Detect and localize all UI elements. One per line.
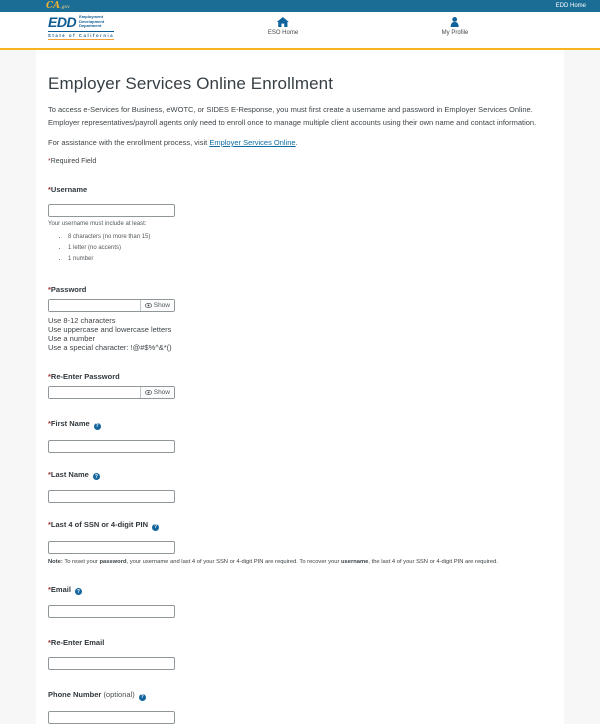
reenter-password-label — [48, 372, 552, 381]
last-name-input[interactable] — [48, 490, 175, 503]
edd-logo-line: Employment — [79, 14, 104, 20]
ca-gov-logo[interactable] — [46, 0, 70, 13]
ca-gov-logo-text: CA — [46, 1, 61, 11]
phone-input[interactable] — [48, 711, 175, 724]
reenter-email-label-text: Re-Enter Email — [50, 638, 105, 647]
first-name-label-text: First Name — [50, 419, 90, 428]
assistance-text: For assistance with the enrollment process, visit — [48, 138, 210, 147]
ssn-input[interactable] — [48, 541, 175, 554]
required-field-label: Required Field — [50, 158, 97, 165]
password-rule: Use uppercase and lowercase letters — [48, 325, 172, 334]
required-asterisk: * — [48, 469, 51, 479]
ca-gov-bar — [0, 0, 600, 12]
edd-home-link[interactable]: EDD Home — [555, 3, 586, 9]
last-name-group — [48, 470, 552, 504]
ssn-group — [48, 520, 552, 565]
show-reenter-password-button[interactable] — [140, 387, 174, 398]
show-password-button[interactable] — [140, 300, 174, 311]
required-field-note — [48, 158, 552, 165]
first-name-input[interactable] — [48, 440, 175, 453]
eye-icon — [145, 390, 152, 395]
required-asterisk: * — [48, 158, 51, 165]
assistance-suffix: . — [295, 138, 298, 147]
email-input[interactable] — [48, 605, 175, 618]
password-rule: Use a special character: !@#$%^&*() — [48, 343, 172, 352]
last-name-label-text: Last Name — [50, 469, 89, 479]
email-label-text: Email — [50, 584, 71, 594]
note-text: , the last 4 of your SSN or 4-digit PIN are required. — [368, 558, 498, 565]
username-label-text: Username — [50, 185, 88, 194]
phone-group — [48, 690, 552, 724]
person-icon — [450, 17, 460, 27]
nav-my-profile[interactable] — [442, 17, 469, 36]
ssn-label-text: Last 4 of SSN or 4-digit PIN — [50, 520, 149, 529]
email-group — [48, 585, 552, 619]
username-requirements — [68, 232, 552, 265]
ca-gov-logo-suffix: .gov — [60, 5, 70, 10]
username-requirement: • 8 characters (no more than 15) — [68, 232, 552, 243]
username-group — [48, 185, 552, 265]
first-name-label — [48, 419, 552, 430]
required-asterisk: * — [48, 419, 51, 428]
reset-note — [48, 559, 552, 565]
edd-logo-line: Department — [79, 23, 102, 29]
required-asterisk: * — [48, 372, 51, 381]
required-asterisk: * — [48, 520, 51, 529]
reenter-password-label-text: Re-Enter Password — [50, 372, 120, 381]
show-reenter-password-label: Show — [153, 389, 170, 396]
username-hint: Your username must include at least: — [48, 221, 147, 227]
first-name-help-icon[interactable]: ? — [95, 423, 99, 429]
password-rules — [48, 316, 552, 352]
required-asterisk: * — [48, 185, 51, 194]
required-asterisk: * — [48, 638, 51, 647]
note-bold: username — [340, 558, 369, 565]
password-input[interactable] — [49, 300, 140, 311]
note-bold: password — [99, 558, 127, 565]
username-requirement: • 1 number — [68, 254, 552, 265]
site-header — [0, 12, 600, 48]
home-icon — [277, 17, 289, 27]
employer-services-online-link[interactable]: Employer Services Online — [209, 138, 296, 147]
nav-eso-home-label: ESO Home — [267, 30, 299, 36]
reenter-password-group — [48, 372, 552, 399]
reenter-email-input[interactable] — [48, 657, 175, 670]
edd-logo[interactable] — [48, 15, 114, 40]
assistance-line — [48, 138, 552, 147]
phone-label — [48, 690, 552, 701]
password-rule: Use a number — [48, 334, 96, 343]
note-bold: Note: — [48, 558, 63, 565]
note-text: To reset your — [62, 558, 100, 565]
page-title: Employer Services Online Enrollment — [48, 74, 334, 93]
password-rule: Use 8-12 characters — [48, 316, 116, 325]
email-label — [48, 585, 552, 596]
last-name-help-icon[interactable]: ? — [94, 473, 98, 480]
note-text: , your username and last 4 of your SSN or 4-digit PIN are required. To recover your — [126, 558, 341, 565]
username-label — [48, 185, 552, 194]
reenter-password-input[interactable] — [49, 387, 140, 398]
enrollment-form — [36, 50, 564, 724]
edd-logo-line: Development — [79, 18, 105, 24]
eye-icon — [145, 303, 152, 308]
password-label — [48, 285, 552, 294]
edd-logo-abbr: EDD — [48, 14, 77, 30]
reenter-email-label — [48, 638, 552, 647]
required-asterisk: * — [48, 285, 51, 294]
username-requirement: • 1 letter (no accents) — [68, 243, 552, 254]
password-group — [48, 285, 552, 352]
password-label-text: Password — [50, 285, 87, 294]
first-name-group — [48, 419, 552, 453]
last-name-label — [48, 470, 552, 481]
edd-logo-state: State of California — [48, 32, 115, 38]
show-password-label: Show — [153, 302, 170, 309]
nav-eso-home[interactable] — [268, 17, 298, 36]
ssn-label — [48, 520, 552, 531]
email-help-icon[interactable]: ? — [76, 588, 80, 595]
phone-label-text: Phone Number — [48, 690, 102, 699]
reenter-email-group — [48, 638, 552, 670]
ssn-help-icon[interactable]: ? — [153, 524, 158, 530]
intro-paragraph: To access e-Services for Business, eWOTC, or SIDES E-Response, you must first create a username and password in Employer Services Online. Employer representatives/payroll agents only need to enroll once to manage multiple client accounts using their own name and contact information. — [48, 105, 537, 127]
nav-my-profile-label: My Profile — [441, 30, 469, 36]
required-asterisk: * — [48, 584, 51, 594]
username-input[interactable] — [48, 204, 175, 217]
phone-optional-text: (optional) — [103, 690, 135, 699]
phone-help-icon[interactable]: ? — [140, 694, 144, 700]
